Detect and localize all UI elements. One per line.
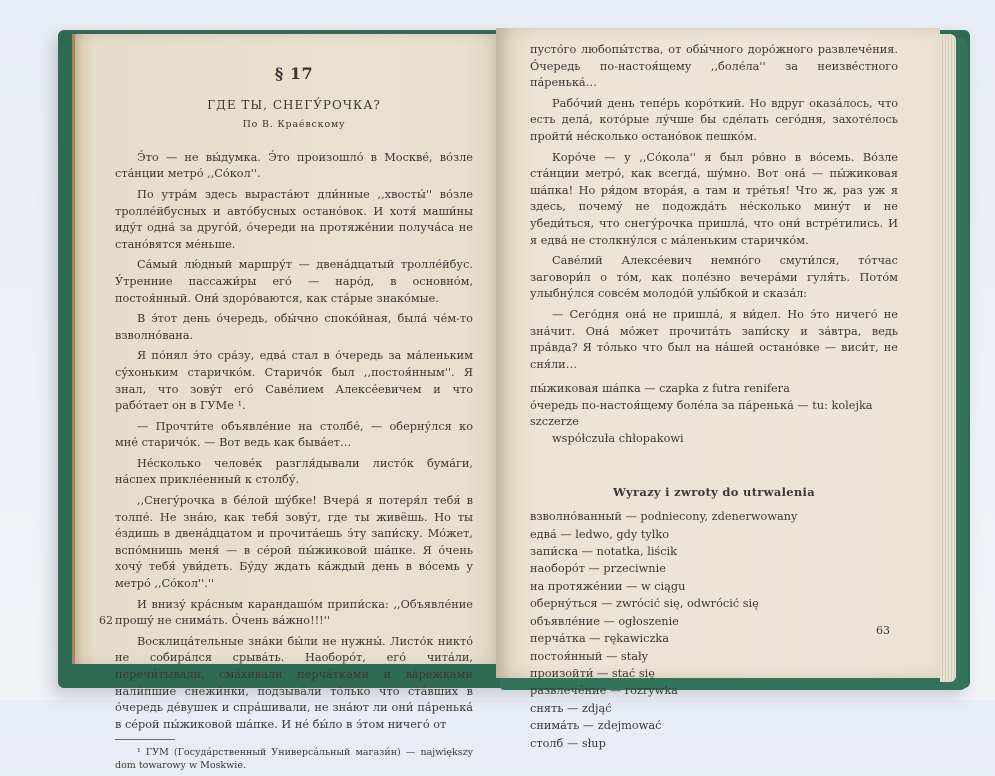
left-page (72, 34, 500, 772)
page-number-right: 63 (876, 624, 890, 637)
gloss-item: пы́жиковая ша́пка — czapka z futra renifera (530, 382, 790, 396)
vocab-item: объявле́ние — ogłoszenie (530, 614, 679, 628)
vocab-item: столб — słup (530, 736, 606, 750)
footnote: ¹ ГУМ (Госуда́рственный Универса́льный магази́н) — największy dom towarowy w Moskwie. (115, 747, 473, 772)
paragraph: По утра́м здесь выраста́ют дли́нные ,,хвосты́'' во́зле тролле́йбусных и авто́бусных остано́вок. И хотя́ маши́ны иду́т одна́ за друго́й, о́череди на протяже́нии получа́са не стано́вятся ме́ньше. (115, 187, 473, 251)
vocab-item: произойти́ — stać się (530, 666, 655, 680)
paragraph: — Прочти́те объявле́ние на столбе́, — оберну́лся ко мне́ старичо́к. — Вот ведь как быва́ет… (115, 419, 473, 450)
vocab-item: на протяже́нии — w ciągu (530, 579, 686, 593)
vocab-item: взволно́ванный — podniecony, zdenerwowany (530, 510, 798, 524)
paragraph: Рабо́чий день тепе́рь коро́ткий. Но вдруг оказа́лось, что есть дела́, кото́рые лу́чше бы сде́лать сего́дня, захоте́лось пройти́ не́сколько остано́вок пешко́м. (530, 96, 898, 143)
paragraph: ,,Снегу́рочка в бе́лой шу́бке! Вчера́ я потеря́л тебя́ в толпе́. Не зна́ю, как тебя́ зову́т, где ты живёшь. Но ты е́здишь в двена́дцатом и прочита́ешь э́ту запи́ску. Мо́жет, вспо́мнишь меня́ — в се́рой пы́жиковой ша́пке. Я о́чень хочу́ тебя́ уви́деть. Бу́ду ждать ка́ждый день в во́семь у метро́ ,,Со́кол''.'' (115, 494, 473, 591)
paragraph: — Сего́дня она́ не пришла́, я ви́дел. Но э́то ничего́ не зна́чит. Она́ мо́жет прочита́ть запи́ску и за́втра, ведь пра́вда? Я то́лько что был на на́шей остано́вке — виси́т, не сня́ли… (530, 307, 898, 371)
left-page-text (115, 66, 473, 776)
vocab-item: снима́ть — zdejmować (530, 719, 662, 733)
section-number: § 17 (274, 64, 314, 83)
chapter-author: По В. Крае́вскому (242, 119, 346, 131)
vocab-item: развлече́ние — rozrywka (530, 684, 678, 698)
chapter-title: ГДЕ ТЫ, СНЕГУ́РОЧКА? (207, 97, 381, 112)
paragraph: Я по́нял э́то сра́зу, едва́ стал в о́чередь за ма́леньким су́хоньким старичко́м. Старичо́к был ,,постоя́нным''. Я знал, что зову́т его́ Саве́лием Алексе́евичем и что рабо́тает он в ГУМе ¹. (115, 349, 473, 413)
vocab-item: постоя́нный — stały (530, 649, 649, 663)
paragraph: Восклица́тельные зна́ки бы́ли не нужны́. Листо́к никто́ не собира́лся срыва́ть. Наоборо́т, его́ чита́ли, перечи́тывали, сма́хивали перча́тками и ва́режками нали́пшие снежи́нки, подзыва́ли то́лько что ста́вших в о́чередь де́вушек и спра́шивали, не зна́ют ли они́ па́ренька́ в се́рой пы́жиковой ша́пке. И не́ бы́ло в э́том ничего́ от (115, 634, 473, 731)
gloss-item-continued: współczuła chłopakowi (552, 432, 684, 446)
gloss-item: о́чередь по-настоя́щему боле́ла за па́ренька́ — tu: kolejka szczerze (530, 398, 873, 429)
vocab-item: едва́ — ledwo, gdy tylko (530, 527, 670, 541)
page-edges (940, 34, 956, 682)
paragraph: Са́мый лю́дный маршру́т — двена́дцатый тролле́йбус. У́тренние пассажи́ры его́ — наро́д, в основно́м, постоя́нный. Они́ здоро́ваются, как ста́рые знако́мые. (115, 258, 473, 305)
vocab-item: оберну́ться — zwrócić się, odwrócić się (530, 597, 759, 611)
paragraph: Коро́че — у ,,Со́кола'' я был ро́вно в во́семь. Во́зле ста́нции метро́, как всегда́, шу́мно. Вот она́ — пы́жиковая ша́пка! Но ря́дом втора́я, а там и тре́тья! Что ж, раз уж я здесь, почему́ не подожда́ть не́сколько мину́т и не убеди́ться, что снегу́рочка пришла́, что они́ встре́тились. И я едва́ не столкну́лся с ма́леньким старичко́м. (530, 150, 898, 247)
right-page (496, 28, 940, 750)
vocab-item: наоборо́т — przeciwnie (530, 562, 666, 576)
vocab-item: снять — zdjąć (530, 701, 612, 715)
paragraph: пусто́го любопы́тства, от обы́чного доро́жного развлече́ния. О́чередь по-настоя́щему ,,боле́ла'' за неизве́стного па́ренька́… (530, 43, 898, 90)
paragraph: Э́то — не вы́думка. Э́то произошло́ в Москве́, во́зле ста́нции метро́ ,,Со́кол''. (115, 150, 473, 181)
gloss-list (530, 381, 898, 447)
paragraph: В э́тот день о́чередь, обы́чно споко́йная, была́ че́м-то взволно́вана. (115, 312, 473, 342)
vocab-list (530, 508, 898, 752)
vocab-item: запи́ска — notatka, liścik (530, 545, 678, 559)
paragraph: Саве́лий Алексе́евич немно́го смути́лся, то́тчас заговори́л о то́м, как поле́зно вечера́ми гуля́ть. Пото́м улыбну́лся совсе́м молодо́й улы́бкой и сказа́л: (530, 254, 898, 301)
paragraph: И внизу́ кра́сным карандашо́м припи́ска: ,,Объявле́ние прошу́ не снима́ть. О́чень ва́жно!!!'' (115, 597, 473, 628)
vocab-heading: Wyrazy i zwroty do utrwalenia (613, 484, 815, 499)
page-number-left: 62 (99, 614, 113, 627)
right-page-text (530, 42, 898, 752)
paragraph: Не́сколько челове́к разгля́дывали листо́к бума́ги, на́спех прикле́енный к столбу́. (115, 456, 473, 487)
footnote-divider (115, 739, 175, 740)
vocab-item: перча́тка — rękawiczka (530, 632, 669, 646)
